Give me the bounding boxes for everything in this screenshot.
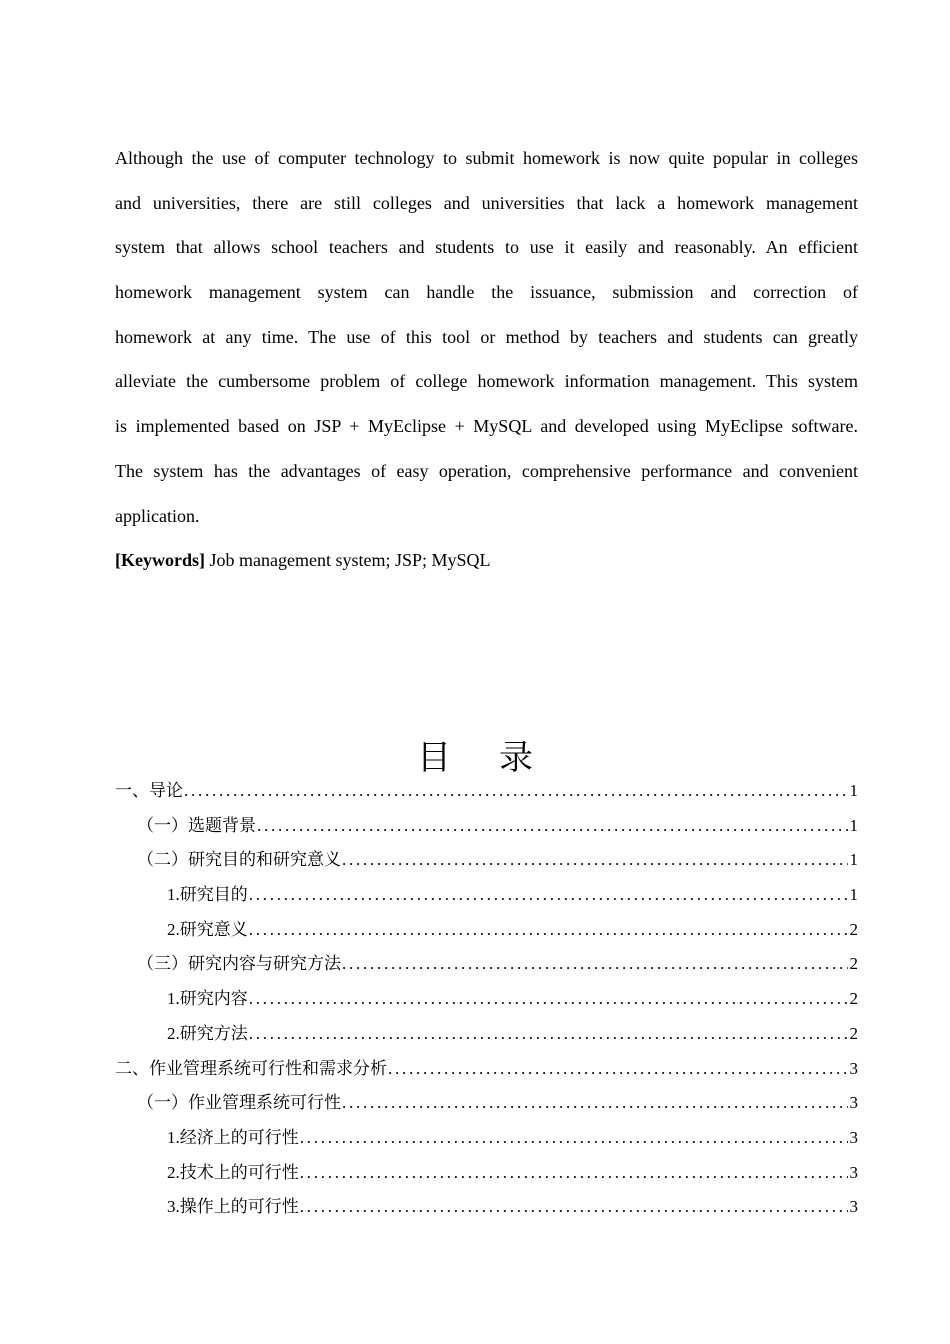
abstract-paragraph	[115, 144, 858, 546]
toc-entry-page: 2	[849, 1023, 858, 1043]
toc-entry[interactable]	[115, 778, 858, 813]
toc-entry[interactable]	[115, 1160, 858, 1195]
dot-leader	[388, 1056, 848, 1082]
table-of-contents	[115, 778, 858, 1229]
toc-entry[interactable]	[115, 1021, 858, 1056]
toc-entry-label: （一）作业管理系统可行性	[137, 1093, 341, 1113]
abstract-line: alleviate the cumbersome problem of college homework information management. This system	[115, 371, 858, 392]
keywords-line	[115, 546, 491, 574]
toc-entry-label: （三）研究内容与研究方法	[137, 954, 341, 974]
toc-entry-page: 3	[849, 1162, 858, 1182]
toc-entry-label: 1.研究内容	[167, 989, 248, 1009]
dot-leader	[257, 813, 848, 839]
dot-leader	[342, 847, 848, 873]
toc-entry-page: 3	[849, 1127, 858, 1147]
toc-entry-page: 3	[849, 1197, 858, 1217]
abstract-line: homework management system can handle the issuance, submission and correction of	[115, 282, 858, 303]
toc-entry[interactable]	[115, 986, 858, 1021]
toc-entry-page: 2	[849, 954, 858, 974]
toc-entry-page: 3	[849, 1093, 858, 1113]
toc-entry-page: 1	[849, 781, 858, 800]
abstract-line: and universities, there are still colleges and universities that lack a homework management	[115, 192, 858, 213]
toc-entry[interactable]	[115, 1125, 858, 1160]
dot-leader	[184, 778, 848, 804]
toc-entry-label: 1.研究目的	[167, 885, 248, 905]
toc-entry-label: 3.操作上的可行性	[167, 1197, 299, 1217]
toc-entry-label: 2.技术上的可行性	[167, 1162, 299, 1182]
toc-entry-page: 1	[849, 885, 858, 905]
abstract-line: Although the use of computer technology to submit homework is now quite popular in colleges	[115, 148, 858, 168]
abstract-line: homework at any time. The use of this tool or method by teachers and students can greatly	[115, 326, 858, 347]
keywords-label: [Keywords]	[115, 550, 205, 570]
toc-entry-label: 2.研究意义	[167, 919, 248, 939]
toc-entry-label: 二、作业管理系统可行性和需求分析	[115, 1058, 387, 1078]
toc-entry-page: 2	[849, 989, 858, 1009]
toc-entry-label: 1.经济上的可行性	[167, 1127, 299, 1147]
abstract-line: The system has the advantages of easy operation, comprehensive performance and convenient	[115, 460, 858, 481]
toc-entry-page: 3	[849, 1058, 858, 1078]
dot-leader	[249, 986, 848, 1012]
toc-entry-page: 2	[849, 919, 858, 939]
toc-entry-page: 1	[849, 815, 858, 835]
toc-entry-label: （二）研究目的和研究意义	[137, 850, 341, 870]
toc-entry[interactable]	[115, 1056, 858, 1091]
toc-entry-label: 一、导论	[115, 781, 183, 800]
abstract-line: system that allows school teachers and students to use it easily and reasonably. An efficient	[115, 237, 858, 258]
dot-leader	[249, 882, 848, 908]
toc-entry[interactable]	[115, 917, 858, 952]
toc-title: 目录	[417, 738, 581, 778]
dot-leader	[300, 1194, 848, 1220]
toc-entry[interactable]	[115, 951, 858, 986]
keywords-text: Job management system; JSP; MySQL	[204, 550, 491, 570]
abstract-line: is implemented based on JSP + MyEclipse + MySQL and developed using MyEclipse software.	[115, 416, 858, 437]
toc-entry[interactable]	[115, 847, 858, 882]
dot-leader	[342, 951, 848, 977]
toc-entry[interactable]	[115, 882, 858, 917]
toc-entry-label: 2.研究方法	[167, 1023, 248, 1043]
dot-leader	[342, 1090, 848, 1116]
dot-leader	[300, 1160, 848, 1186]
toc-entry[interactable]	[115, 813, 858, 848]
dot-leader	[249, 1021, 848, 1047]
toc-entry[interactable]	[115, 1194, 858, 1229]
dot-leader	[300, 1125, 848, 1151]
toc-entry[interactable]	[115, 1090, 858, 1125]
toc-entry-label: （一）选题背景	[137, 815, 256, 835]
toc-entry-page: 1	[849, 850, 858, 870]
dot-leader	[249, 917, 848, 943]
abstract-line: application.	[115, 505, 200, 526]
